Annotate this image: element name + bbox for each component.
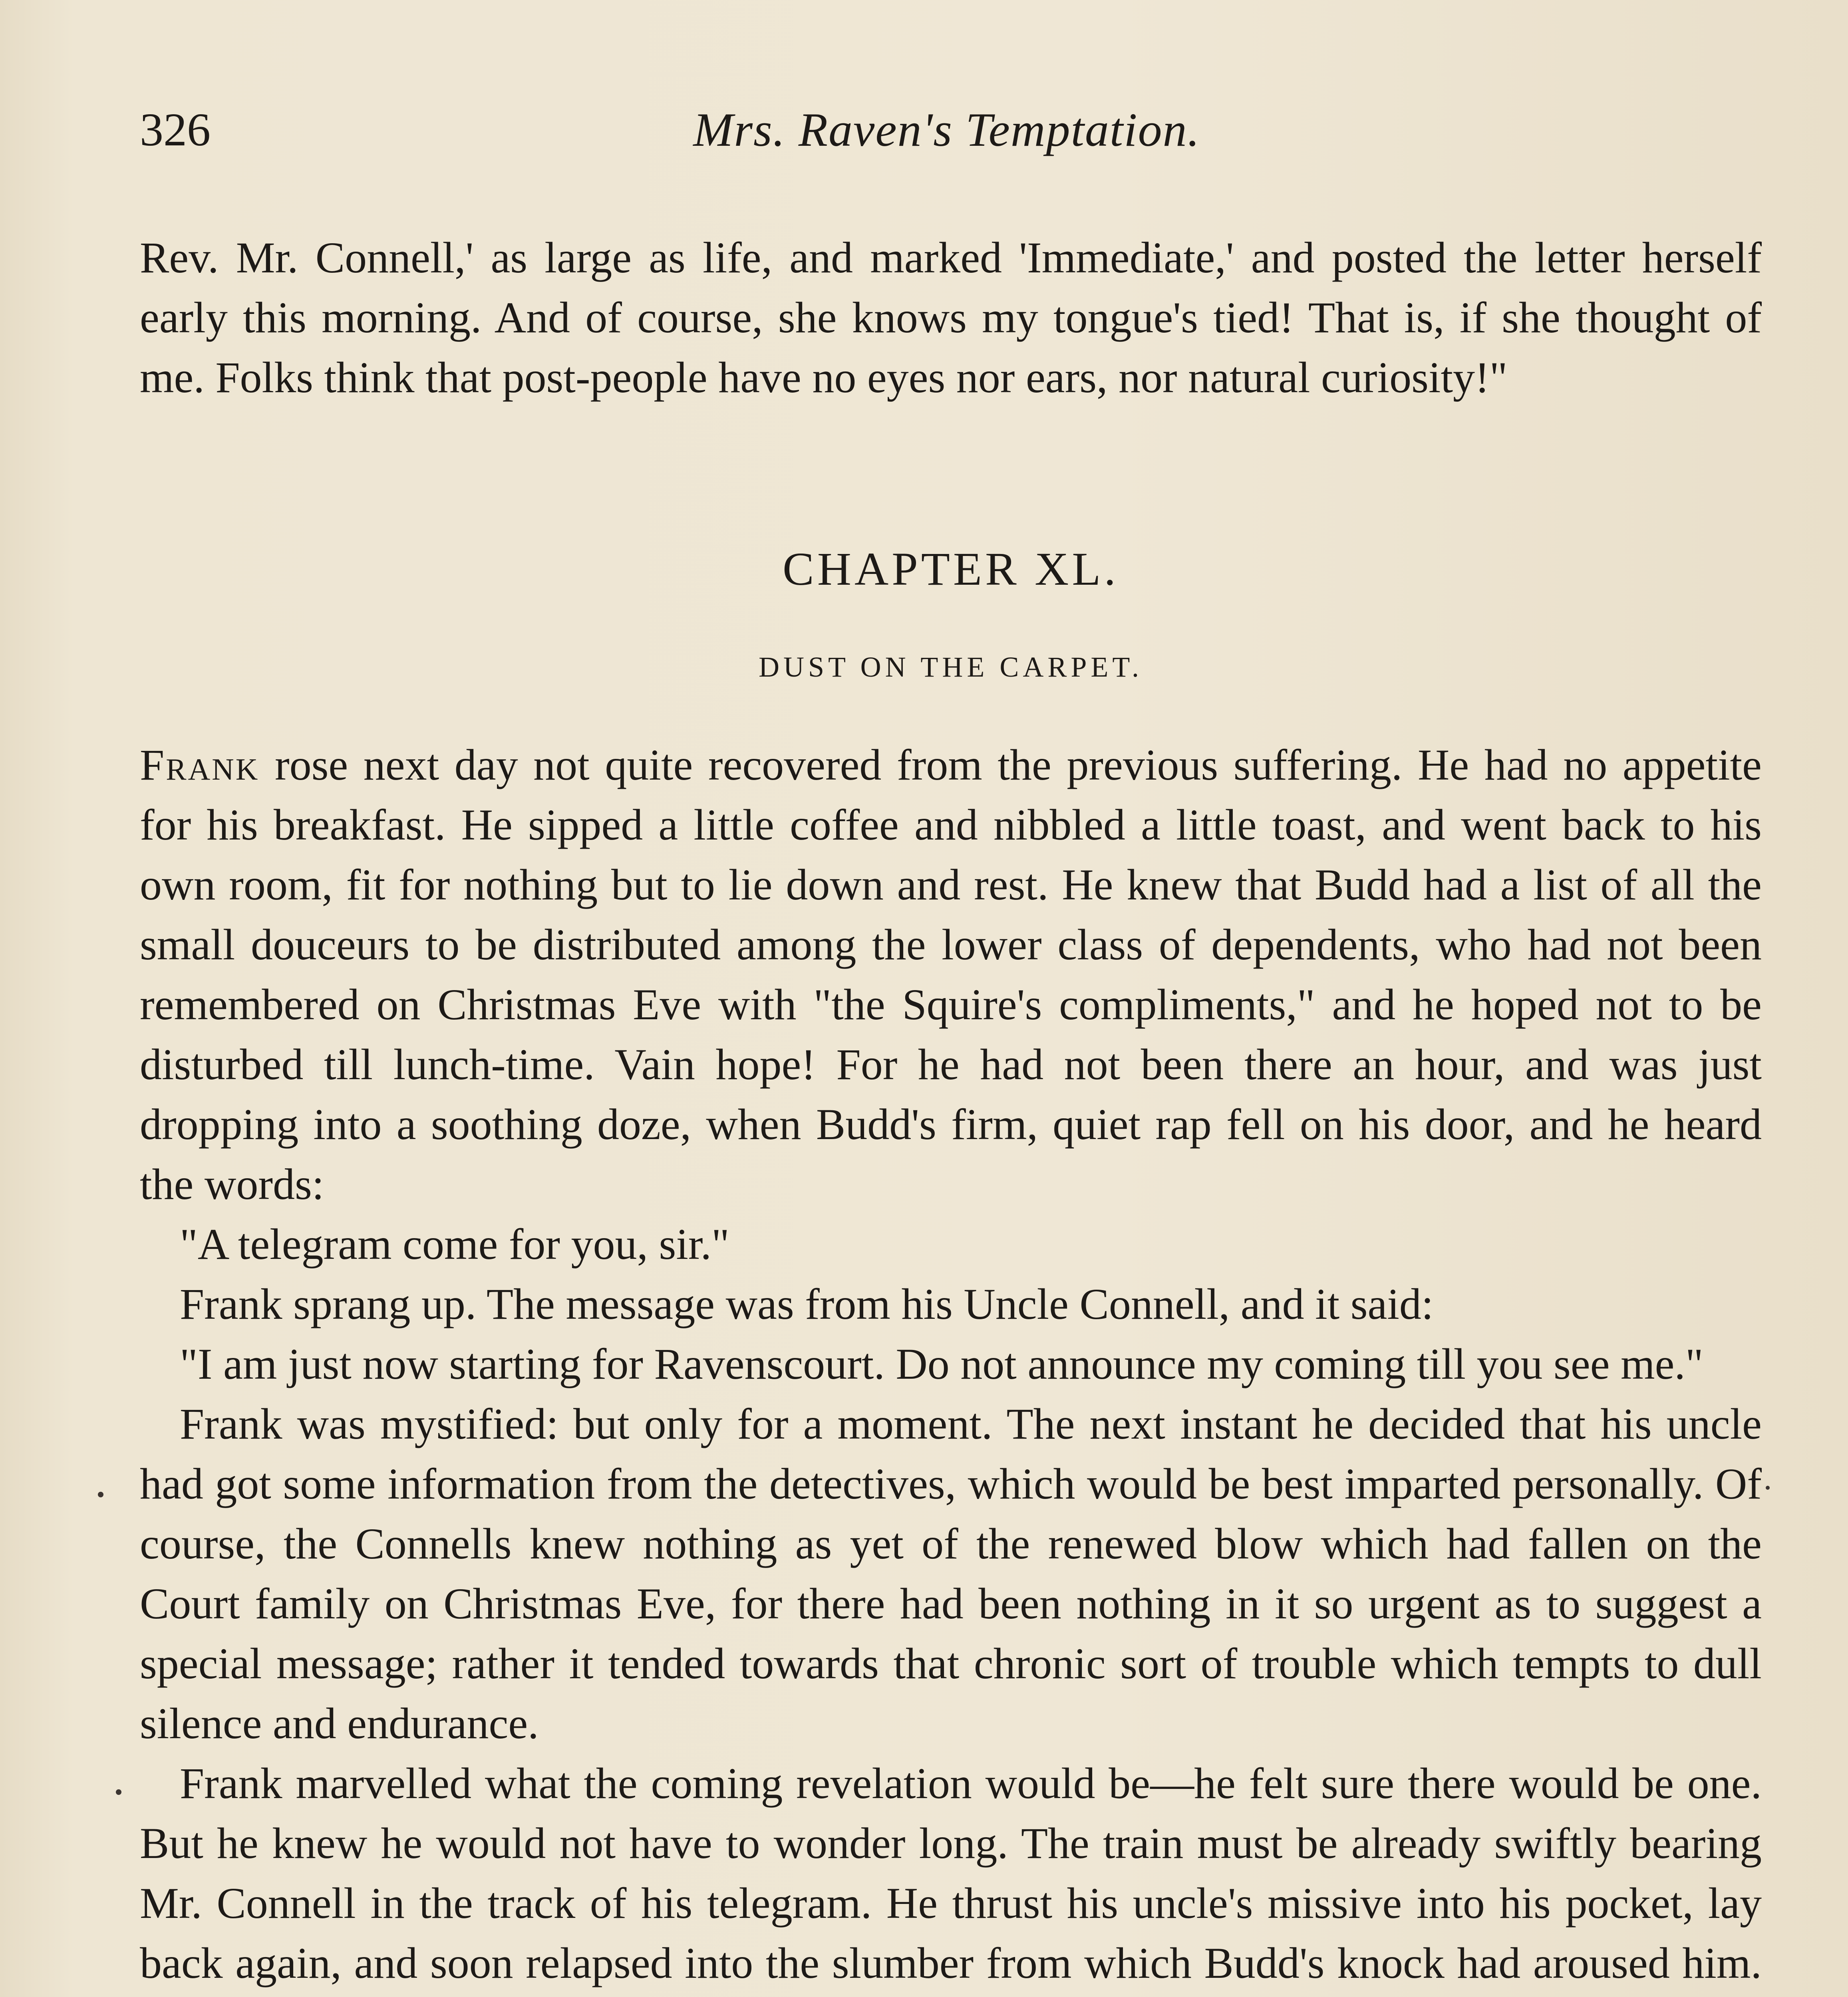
page-speck — [116, 1789, 121, 1795]
paragraph-telegram-line: "A telegram come for you, sir." — [180, 1220, 729, 1268]
chapter-subtitle: DUST ON THE CARPET. — [758, 651, 1143, 683]
paragraph-mystified: Frank was mystified: but only for a moment. The next instant he decided that his uncle had got some information from the detectives, which would be best imparted personally. Of course, the Connells knew nothing as yet of the renewed blow which had fallen on the Court family on Christmas Eve, for there had been nothing in it so urgent as to suggest a special message; rather it tended towards that chronic sort of trouble which tempts to dull silence and endurance. — [140, 1399, 1762, 1748]
paragraph-telegram-message: "I am just now starting for Ravenscourt. Do not announce my coming till you see me." — [180, 1340, 1703, 1388]
chapter-title: CHAPTER XL. — [783, 543, 1119, 595]
opening-word: Frank — [140, 740, 260, 789]
paragraph-continuation: Rev. Mr. Connell,' as large as life, and marked 'Immediate,' and posted the letter herself early this morning. And of course, she knows my tongue's tied! That is, if she thought of me. Folks think that post-people have no eyes nor ears, nor natural curiosity!" — [140, 233, 1762, 402]
paragraph-marvelled: Frank marvelled what the coming revelation would be—he felt sure there would be one. But he knew he would not have to wonder long. The train must be already swiftly bearing Mr. Connell in the track of his telegram. He thrust his uncle's missive into his pocket, lay back again, and soon relapsed into the slumber from which Budd's knock had aroused him. — [140, 1759, 1762, 1987]
page-number: 326 — [140, 103, 211, 156]
page-speck — [98, 1492, 103, 1497]
running-title: Mrs. Raven's Temptation. — [693, 103, 1200, 156]
paragraph-opening — [140, 735, 1762, 1214]
page-header — [140, 100, 1754, 160]
body-text — [140, 228, 1762, 1997]
page-speck — [1766, 1486, 1770, 1490]
paragraph-frank-sprang: Frank sprang up. The message was from his Uncle Connell, and it said: — [180, 1280, 1434, 1328]
opening-paragraph-text: rose next day not quite recovered from the previous suffering. He had no appetite for his breakfast. He sipped a little coffee and nibbled a little toast, and went back to his own room, fit for nothing but to lie down and rest. He knew that Budd had a list of all the small douceurs to be distributed among the lower class of dependents, who had not been remembered on Christmas Eve with "the Squire's compliments," and he hoped not to be disturbed till lunch-time. Vain hope! For he had not been there an hour, and was just dropping into a soothing doze, when Budd's firm, quiet rap fell on his door, and he heard the words: — [140, 740, 1762, 1209]
